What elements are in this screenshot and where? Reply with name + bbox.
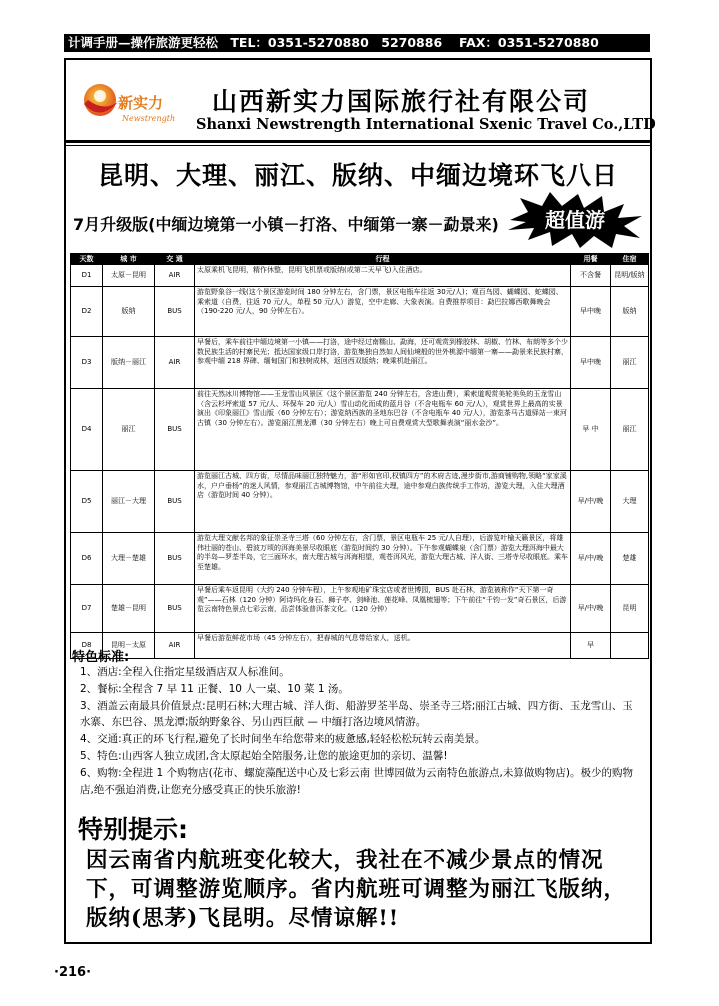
tour-subtitle: 7月升级版(中缅边境第一小镇－打洛、中缅第一寨－勐景来) <box>73 215 499 234</box>
badge-text: 超值游 <box>545 208 605 232</box>
day-cell: D4 <box>71 389 103 471</box>
city-cell: 丽江－大理 <box>103 471 155 533</box>
day-cell: D2 <box>71 287 103 337</box>
meals-cell: 早/中/晚 <box>571 585 611 633</box>
company-name-en: Shanxi Newstrength International Sxenic Travel Co.,LTD <box>196 116 656 133</box>
meals-cell: 早中晚 <box>571 287 611 337</box>
day-cell: D3 <box>71 337 103 389</box>
hotel-cell <box>611 633 649 659</box>
itinerary-table <box>70 253 649 659</box>
hotel-cell: 楚雄 <box>611 533 649 585</box>
city-cell: 楚雄－昆明 <box>103 585 155 633</box>
meals-cell: 早/中/晚 <box>571 471 611 533</box>
divider-thin <box>66 145 650 146</box>
table-row <box>71 471 649 533</box>
hotel-cell: 丽江 <box>611 337 649 389</box>
table-row <box>71 633 649 659</box>
logo-text-cn: 新实力 <box>118 94 164 112</box>
city-cell: 昆明－太原 <box>103 633 155 659</box>
table-row <box>71 337 649 389</box>
standards-list <box>80 664 640 798</box>
tip-title: 特别提示: <box>78 815 188 844</box>
table-row <box>71 287 649 337</box>
header-fax: FAX：0351-5270880 <box>459 35 599 50</box>
header-tel: TEL：0351-5270880 5270886 <box>230 35 443 50</box>
desc-cell: 游览丽江古城、四方街，尽情品味丽江独特魅力，游“形如官印,权镇四方”的木府古迹,漫步街市,游商铺购物,领略“家家溪水，户户垂杨”的迷人风情，参观丽江古城博物馆，中午前往大理，途中参观白族传统手工作坊，游览大理，入住大理酒店（游览时间 40 分钟）。 <box>195 471 571 533</box>
meals-cell: 早 中 <box>571 389 611 471</box>
standard-item: 3、酒盖云南最具价值景点:昆明石林;大理古城、洋人街、船游罗荃半岛、崇圣寺三塔;丽江古城、四方街、玉龙雪山、玉水寨、东巴谷、黑龙潭;版纳野象谷、另山西巨献 — 中缅打洛边境风情游。 <box>80 699 633 729</box>
transport-cell: BUS <box>155 287 195 337</box>
transport-cell: BUS <box>155 389 195 471</box>
company-logo <box>78 78 196 128</box>
meals-cell: 早/中/晚 <box>571 533 611 585</box>
logo-text-en: Newstrength <box>122 114 176 123</box>
hotel-cell: 昆明/版纳 <box>611 265 649 287</box>
standard-item: 2、餐标:全程含 7 早 11 正餐、10 人一桌、10 菜 1 汤。 <box>80 682 349 695</box>
transport-cell: BUS <box>155 533 195 585</box>
tour-title: 昆明、大理、丽江、版纳、中缅边境环飞八日 <box>97 161 618 190</box>
day-cell: D7 <box>71 585 103 633</box>
transport-cell: AIR <box>155 633 195 659</box>
meals-cell: 不含餐 <box>571 265 611 287</box>
company-name-cn: 山西新实力国际旅行社有限公司 <box>212 87 591 116</box>
tip-body: 因云南省内航班变化较大，我社在不减少景点的情况下，可调整游览顺序。省内航班可调整为丽江飞版纳，版纳(思茅)飞昆明。尽情谅解!! <box>86 848 627 931</box>
page-number: ·216· <box>54 965 92 980</box>
header-transport: 交 通 <box>155 254 195 265</box>
header-hotel: 住宿 <box>611 254 649 265</box>
city-cell: 版纳 <box>103 287 155 337</box>
day-cell: D6 <box>71 533 103 585</box>
value-badge <box>500 190 650 250</box>
header-day: 天数 <box>71 254 103 265</box>
city-cell: 丽江 <box>103 389 155 471</box>
header-bar <box>64 34 650 52</box>
meals-cell: 早 <box>571 633 611 659</box>
table-row <box>71 389 649 471</box>
desc-cell: 早餐后乘车返昆明（大约 240 分钟车程），上午参观地矿珠宝店或者世博园，BUS 赴石林，游览被称作“天下第一奇观”——石林（120 分钟）阿诗玛化身石、狮子亭、剑峰池、莲花峰、凤凰梳翅等；下午前往“千钧一发”奇石景区，后游览云南特色景点七彩云南，品尝体验普洱茶文化。（120 分钟） <box>195 585 571 633</box>
day-cell: D8 <box>71 633 103 659</box>
hotel-cell: 昆明 <box>611 585 649 633</box>
table-header-row <box>71 254 649 265</box>
header-city: 城 市 <box>103 254 155 265</box>
hotel-cell: 大理 <box>611 471 649 533</box>
transport-cell: AIR <box>155 337 195 389</box>
transport-cell: BUS <box>155 471 195 533</box>
table-row <box>71 533 649 585</box>
table-row <box>71 585 649 633</box>
header-route: 行程 <box>195 254 571 265</box>
standard-item: 6、购物:全程进 1 个购物店(花市、螺旋藻配送中心及七彩云南 世博园做为云南特色旅游点,未算做购物店)。极少的购物店,绝不强迫消费,让您充分感受真正的快乐旅游! <box>80 766 633 796</box>
desc-cell: 早餐后，乘车前往中缅边境第一小镇——打洛，途中经过南糯山、勐海，还可观赏到橡胶林、胡椒、竹林、布朗等多个少数民族生活的村寨民光；抵达国家级口岸打洛，游览集独自然如人间仙境般的世外桃源中缅第一寨——勐景来民族村寨，参观中缅 218 界碑、缅甸国门和独树成林，返回西双版纳；晚乘机赴丽江。 <box>195 337 571 389</box>
city-cell: 大理－楚雄 <box>103 533 155 585</box>
standard-item: 4、交通:真正的环飞行程,避免了长时间坐车给您带来的疲惫感,轻轻松松玩转云南美景。 <box>80 733 486 746</box>
standard-item: 1、酒店:全程入住指定星级酒店双人标准间。 <box>80 666 290 678</box>
meals-cell: 早中晚 <box>571 337 611 389</box>
desc-cell: 太原乘机飞昆明，精作休整，昆明飞机票或版纳(或第二天早飞)入住酒店。 <box>195 265 571 287</box>
hotel-cell: 丽江 <box>611 389 649 471</box>
desc-cell: 游览大理文献名邦的象征崇圣寺三塔（60 分钟左右，含门票，景区电瓶车 25 元/人自理），后游览叶榆天籁景区，将雄伟壮丽的苍山、碧波万顷的洱海美景尽收眼底（游览时间约 30 分钟）。下午参观蝴蝶泉（含门票）游览大理洱海中最大的半岛—罗荃半岛，它三面环水，南大理古城与洱海相望，观苍洱风光，游览大理古城、洋人街、三塔寺尽收眼底。乘车至楚雄。 <box>195 533 571 585</box>
desc-cell: 前往天然冰川博物馆——玉龙雪山风景区（这个景区游览 240 分钟左右，含进山费），乘索道观赏美轮美奂的玉龙雪山（含云杉坪索道 57 元/人、环保车 20 元/人）雪山动化而成的蓝月谷（不含电瓶车 60 元/人），观赏世界上最高的实景演出《印象丽江》雪山版（60 分钟左右）；游览纳西族的圣地东巴谷（不含电瓶车 40 元/人），游览茶马古道驿站一束河古镇（30 分钟左右）。游览丽江黑龙潭（30 分钟左右）晚上可自费观赏大型歌舞表演“丽水金沙”。 <box>195 389 571 471</box>
desc-cell: 早餐后游览鲜花市场（45 分钟左右），把春城的气息带给家人，送机。 <box>195 633 571 659</box>
day-cell: D1 <box>71 265 103 287</box>
divider <box>66 140 650 143</box>
desc-cell: 游览野象谷一线(这个景区游览时间 180 分钟左右，含门票，景区电瓶车往返 30元/人)；观百鸟园、蝴蝶园、蛇蝶园、乘索道（自费，往返 70 元/人，单程 50 元/人）游览，空中走廊、大象表演。自费推荐项目：勐巴拉娜西歌舞晚会（190-220 元/人，90 分钟左右）。 <box>195 287 571 337</box>
day-cell: D5 <box>71 471 103 533</box>
header-slogan: 计调手册—操作旅游更轻松 <box>68 35 219 50</box>
table-row <box>71 265 649 287</box>
city-cell: 太原－昆明 <box>103 265 155 287</box>
city-cell: 版纳－丽江 <box>103 337 155 389</box>
header-meals: 用餐 <box>571 254 611 265</box>
transport-cell: BUS <box>155 585 195 633</box>
standard-item: 5、特色:山西客人独立成团,含太原起始全陪服务,让您的旅途更加的亲切、温馨! <box>80 749 448 762</box>
transport-cell: AIR <box>155 265 195 287</box>
standards-title: 特色标准: <box>72 650 130 665</box>
hotel-cell: 版纳 <box>611 287 649 337</box>
